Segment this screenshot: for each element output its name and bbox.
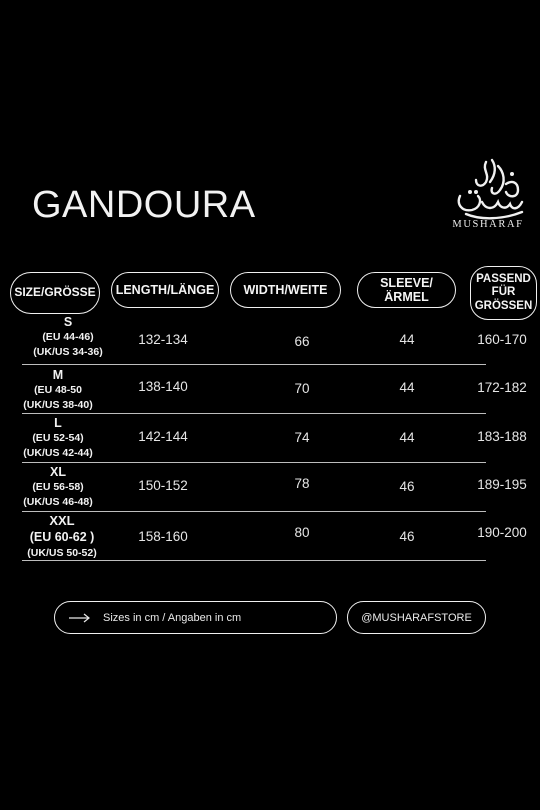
size-uk: (UK/US 50-52)	[27, 547, 97, 559]
store-handle-link[interactable]	[347, 601, 486, 634]
fit-value: 190-200	[477, 525, 527, 540]
width-value: 70	[294, 381, 310, 396]
size-cell	[4, 415, 112, 461]
header-passend	[470, 266, 537, 320]
sleeve-value: 44	[399, 332, 415, 347]
size-name: L	[54, 416, 62, 430]
store-handle-text: @MUSHARAFSTORE	[361, 611, 472, 624]
header-passend-line3: GRÖSSEN	[474, 299, 533, 312]
length-value: 158-160	[138, 529, 188, 544]
fit-value: 189-195	[477, 477, 527, 492]
row-divider	[22, 364, 486, 365]
size-cell	[8, 513, 116, 561]
size-eu: (EU 56-58)	[32, 481, 84, 493]
size-eu: (EU 60-62 )	[29, 530, 95, 544]
units-note-text: Sizes in cm / Angaben in cm	[103, 611, 242, 624]
header-width: WIDTH/WEITE	[230, 272, 341, 308]
sleeve-value: 46	[399, 479, 415, 494]
length-value: 150-152	[138, 478, 188, 493]
brand-name: MUSHARAF	[452, 219, 524, 230]
size-eu: (EU 48-50	[34, 384, 82, 396]
size-uk: (UK/US 34-36)	[33, 346, 103, 358]
header-size: SIZE/GRÖSSE	[10, 272, 100, 314]
width-value: 66	[294, 334, 310, 349]
row-divider	[22, 462, 486, 463]
row-divider	[22, 560, 486, 561]
size-uk: (UK/US 38-40)	[23, 399, 93, 411]
page-title: GANDOURA	[32, 184, 256, 226]
size-uk: (UK/US 46-48)	[23, 496, 93, 508]
length-value: 138-140	[138, 379, 188, 394]
size-name: XL	[50, 465, 66, 479]
header-passend-line2: FÜR	[491, 286, 516, 299]
width-value: 78	[294, 476, 310, 491]
length-value: 132-134	[138, 332, 188, 347]
size-cell	[4, 464, 112, 510]
size-name: M	[52, 368, 64, 382]
units-note	[54, 601, 337, 634]
header-length: LENGTH/LÄNGE	[111, 272, 219, 308]
size-cell	[4, 367, 112, 413]
fit-value: 160-170	[477, 332, 527, 347]
size-uk: (UK/US 42-44)	[23, 447, 93, 459]
fit-value: 172-182	[477, 380, 527, 395]
fit-value: 183-188	[477, 429, 527, 444]
header-passend-line1: PASSEND	[476, 273, 531, 286]
arrow-right-icon	[69, 613, 91, 623]
header-sleeve: SLEEVE/ÄRMEL	[357, 272, 456, 308]
size-name: S	[63, 315, 73, 329]
width-value: 74	[294, 430, 310, 445]
sleeve-value: 46	[399, 529, 415, 544]
row-divider	[22, 413, 486, 414]
size-eu: (EU 44-46)	[42, 331, 94, 343]
size-cell	[14, 314, 122, 360]
size-eu: (EU 52-54)	[32, 432, 84, 444]
row-divider	[22, 511, 486, 512]
length-value: 142-144	[138, 429, 188, 444]
sleeve-value: 44	[399, 380, 415, 395]
width-value: 80	[294, 525, 310, 540]
sleeve-value: 44	[399, 430, 415, 445]
size-name: XXL	[49, 513, 75, 528]
